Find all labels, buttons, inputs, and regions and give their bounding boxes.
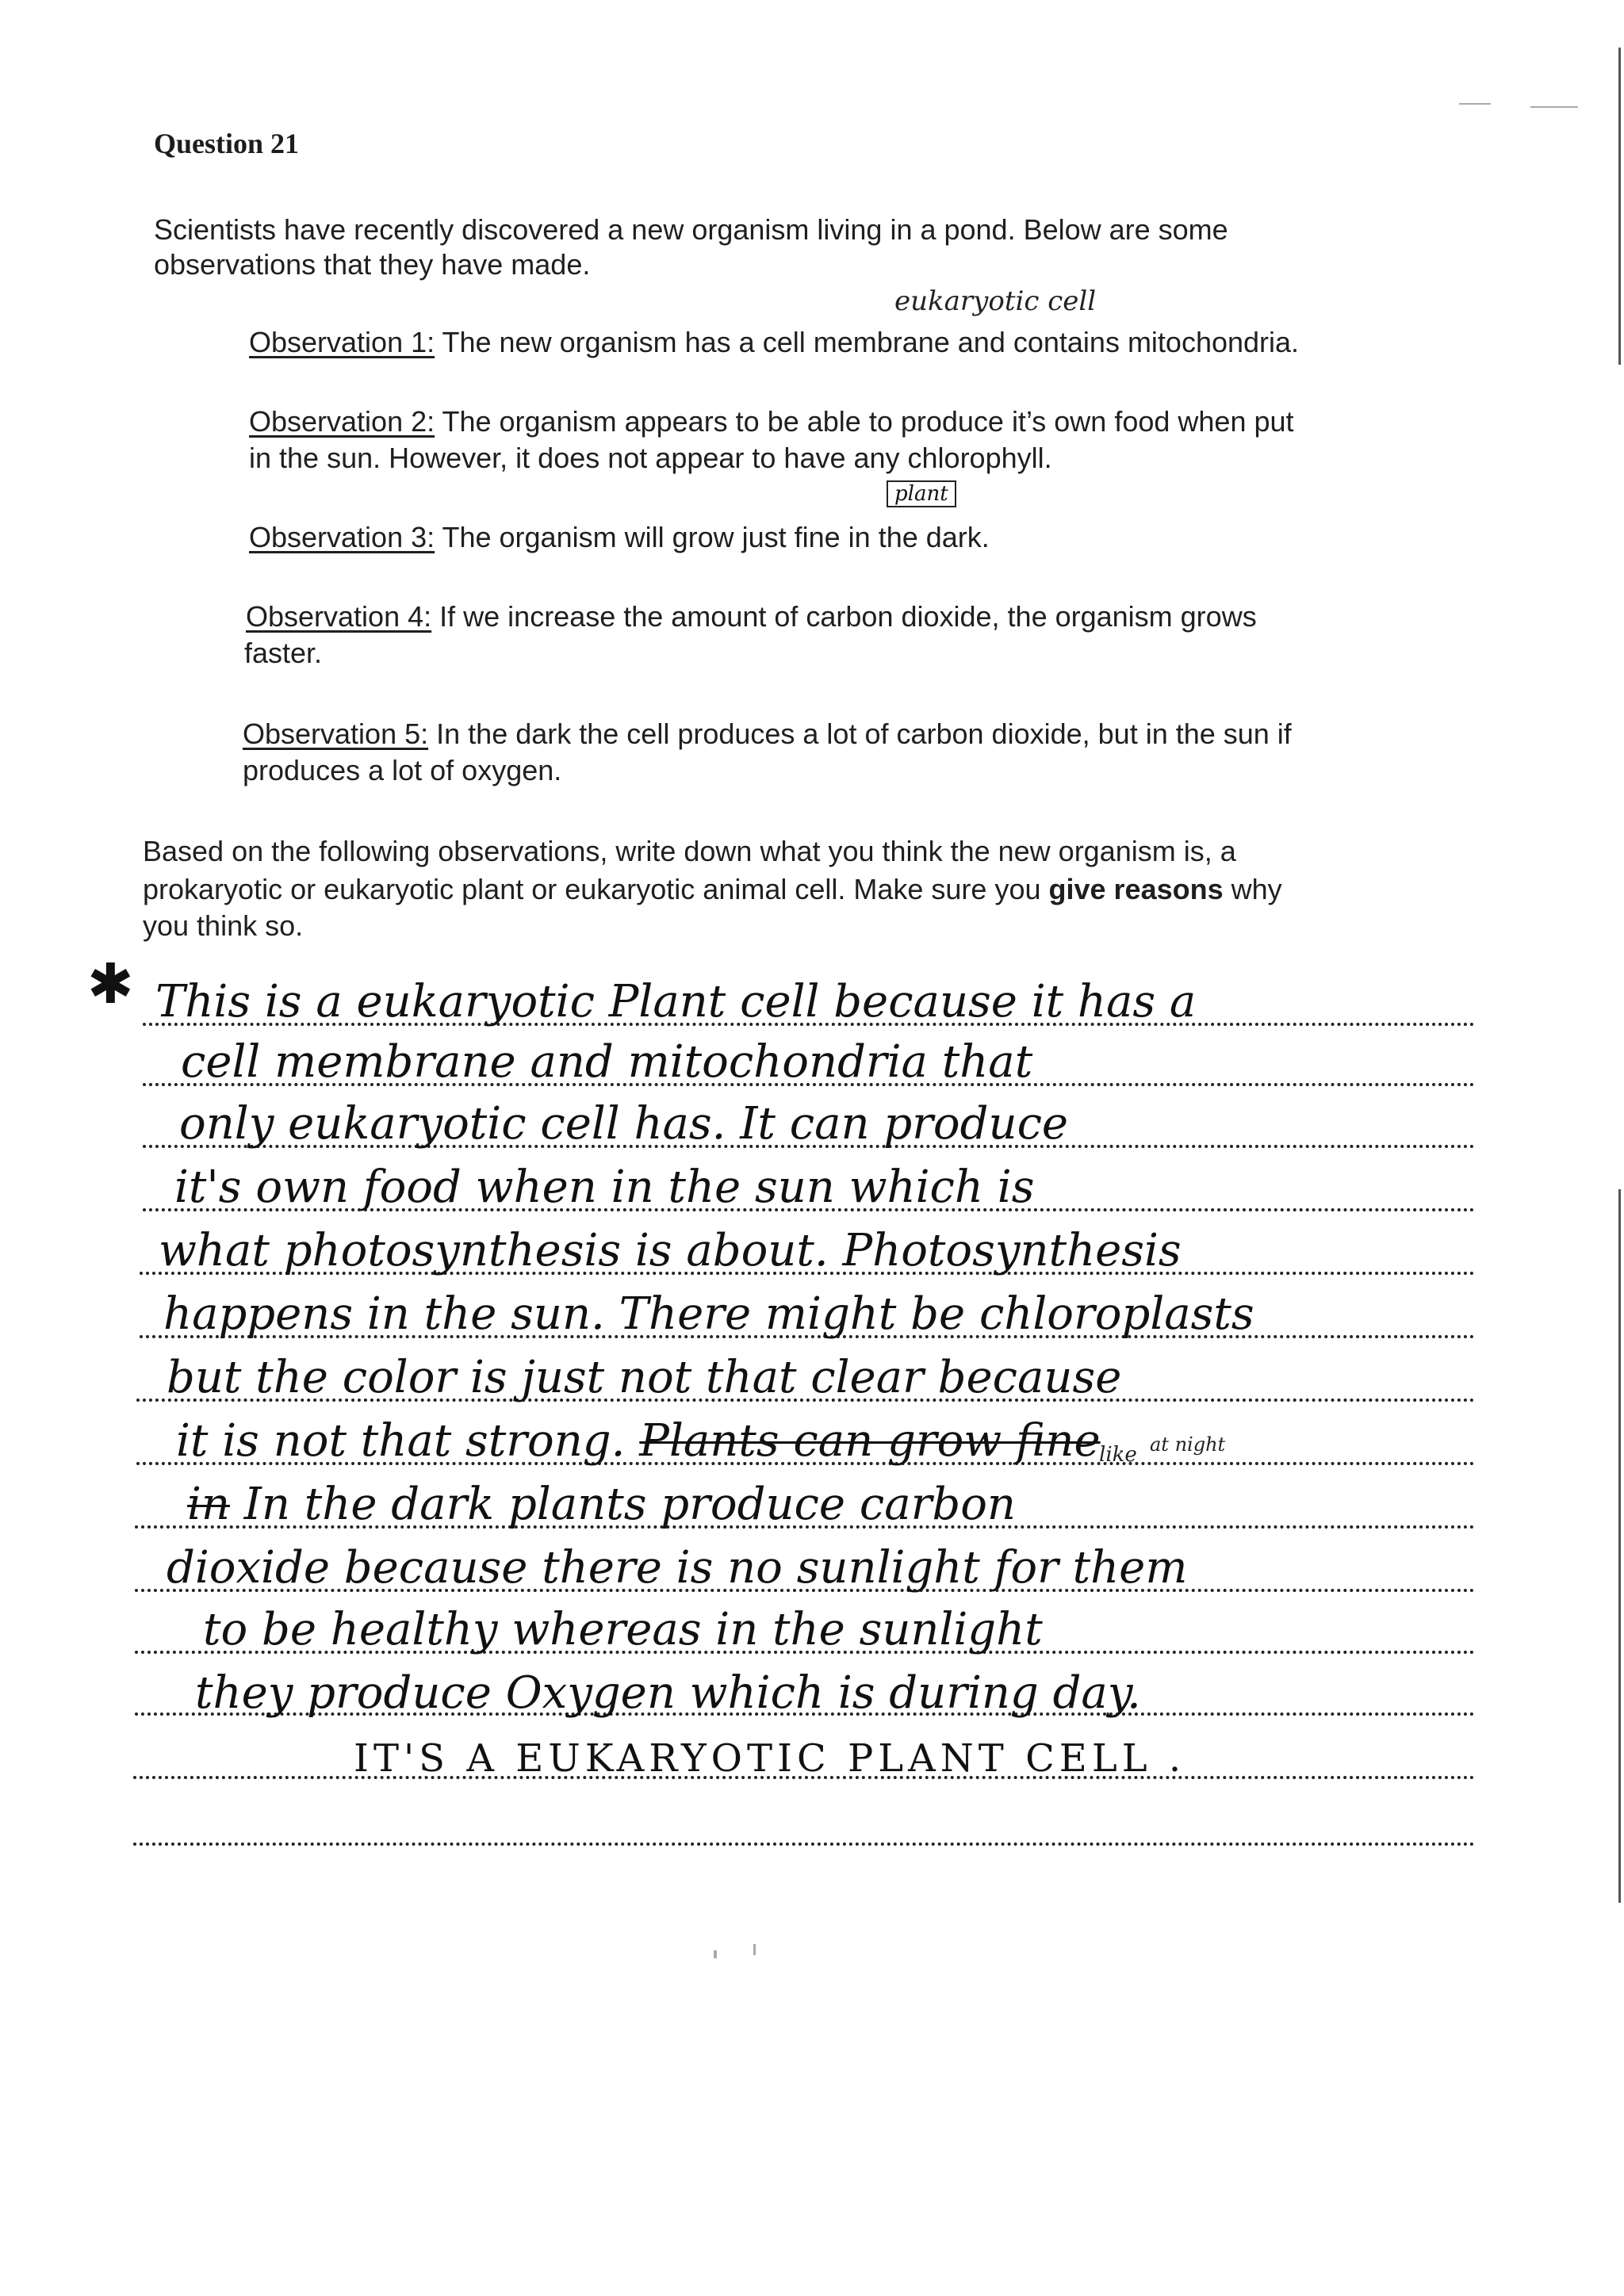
- answer-text: In the dark plants produce: [229, 1479, 846, 1530]
- prompt-line-1: Based on the following observations, write down what you think the new organism is, a: [143, 835, 1236, 867]
- scan-speck: [753, 1944, 756, 1955]
- intro-line-1: Scientists have recently discovered a new organism living in a pond. Below are some: [154, 213, 1228, 246]
- observation-text: If we increase the amount of carbon dioxide, the organism grows: [439, 600, 1257, 633]
- answer-line-12: they produce Oxygen which is during day.: [195, 1667, 1141, 1719]
- observation-text: The new organism has a cell membrane and contains mitochondria.: [442, 326, 1300, 358]
- page-edge-mark: [1618, 1189, 1621, 1903]
- insert-at-night: at night: [1150, 1433, 1226, 1456]
- answer-line-7: but the color is just not that clear because: [167, 1352, 1122, 1403]
- observation-label: Observation 3:: [249, 521, 435, 553]
- answer-line-6: happens in the sun. There might be chloroplasts: [163, 1288, 1254, 1340]
- observation-5: [243, 717, 1292, 752]
- asterisk-mark: ✱: [87, 951, 134, 1016]
- observation-3: [249, 520, 990, 555]
- answer-conclusion: IT'S A EUKARYOTIC PLANT CELL .: [354, 1736, 1186, 1781]
- question-title: Question 21: [154, 128, 300, 159]
- prompt-emphasis: give reasons: [1048, 873, 1224, 905]
- observation-4: [246, 599, 1257, 634]
- answer-rule: [133, 1843, 1475, 1846]
- observation-text: The organism will grow just fine in the dark.: [442, 521, 990, 553]
- answer-line-11: to be healthy whereas in the sunlight: [203, 1604, 1043, 1655]
- observation-text: In the dark the cell produces a lot of carbon dioxide, but in the sun if: [436, 718, 1292, 750]
- answer-line-4: it's own food when in the sun which is: [174, 1161, 1035, 1213]
- annotation-plant-box: plant: [887, 480, 956, 507]
- answer-line-8: [176, 1416, 1101, 1467]
- observation-label: Observation 5:: [243, 718, 429, 750]
- answer-line-3: only eukaryotic cell has. It can produce: [179, 1098, 1069, 1150]
- struck-text: Plants can grow fine: [639, 1415, 1101, 1467]
- answer-text: it is not that strong.: [176, 1415, 640, 1467]
- prompt-text: why: [1223, 873, 1282, 905]
- scan-speck: [714, 1950, 717, 1958]
- observation-text: The organism appears to be able to produce it’s own food when put: [442, 405, 1294, 438]
- observation-5-line-2: produces a lot of oxygen.: [243, 754, 562, 786]
- scan-speck: [1530, 106, 1578, 108]
- observation-4-line-2: faster.: [244, 637, 323, 669]
- answer-line-10: dioxide because there is no sunlight for them: [167, 1542, 1188, 1594]
- observation-2: [249, 404, 1294, 439]
- prompt-text: prokaryotic or eukaryotic plant or eukaryotic animal cell. Make sure you: [143, 873, 1049, 905]
- intro-line-2: observations that they have made.: [154, 248, 591, 281]
- observation-label: Observation 1:: [249, 326, 435, 358]
- observation-label: Observation 2:: [249, 405, 435, 438]
- annotation-eukaryotic-cell: eukaryotic cell: [894, 285, 1097, 317]
- struck-text: in: [187, 1479, 230, 1530]
- answer-line-2: cell membrane and mitochondria that: [181, 1036, 1033, 1088]
- prompt-line-2: [143, 872, 1282, 907]
- answer-line-9: [187, 1479, 1016, 1530]
- observation-label: Observation 4:: [246, 600, 432, 633]
- insert-like: like: [1099, 1443, 1137, 1467]
- answer-line-1: This is a eukaryotic Plant cell because it has a: [155, 976, 1197, 1027]
- page-edge-mark: [1618, 48, 1621, 365]
- scan-speck: [1459, 103, 1491, 105]
- observation-1: [249, 325, 1299, 360]
- prompt-line-3: you think so.: [143, 909, 304, 942]
- answer-line-5: what photosynthesis is about. Photosynthesis: [159, 1225, 1182, 1276]
- observation-2-line-2: in the sun. However, it does not appear to have any chlorophyll.: [249, 442, 1052, 474]
- answer-text: carbon: [845, 1479, 1016, 1530]
